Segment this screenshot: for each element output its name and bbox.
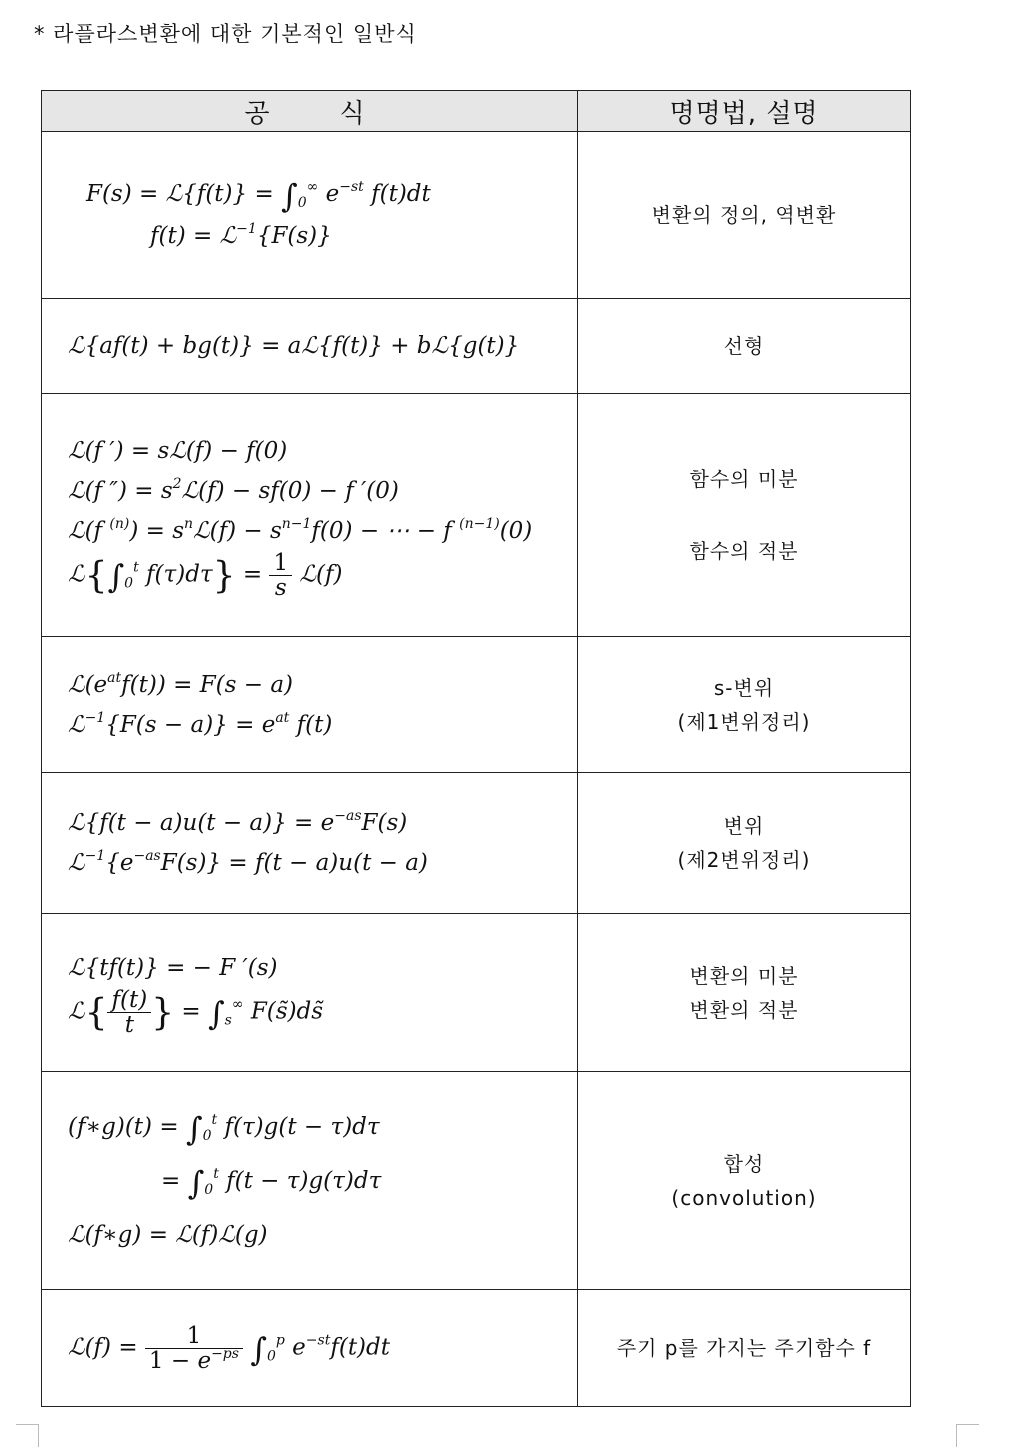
description-text: (convolution) bbox=[671, 1185, 817, 1210]
formula-line: ℒ{f(t − $a)u(t - a)\} = e^{-as}F(s)$ bbox=[68, 808, 408, 836]
formula-line: F(s) = ℒ{f(t)} = $\int_0^\infty$ $e^{-st}$ f(t)dt bbox=[86, 177, 431, 215]
description-cell bbox=[578, 637, 911, 773]
table-row bbox=[42, 1072, 911, 1290]
formula-line: ℒ{af(t) + bg(t)} = aℒ{f(t)} + bℒ{g(t)} bbox=[68, 333, 520, 359]
formula-line: (f∗g)(t) = $\int_0^t$ f(τ)g(t − τ)dτ bbox=[68, 1109, 380, 1148]
formula-cell bbox=[42, 132, 578, 299]
formula-line: $ℒ(e^{at}f(t)) = F(s - a)$ bbox=[68, 669, 294, 698]
description-cell bbox=[578, 299, 911, 394]
description-text: 함수의 미분 bbox=[689, 467, 799, 491]
description-cell bbox=[578, 1290, 911, 1407]
formula-line: ℒ$^{-1}${F(s − $a)\} = e^{at}$ f(t) bbox=[68, 709, 333, 738]
formula-line: = $\int_0^t$ f(t − τ)g(τ)dτ bbox=[161, 1163, 382, 1202]
page-corner-mark bbox=[16, 1424, 39, 1447]
formula-line: $ℒ\{\int_0^t$ f(τ)dτ} = $\frac{1}{s}$ ℒ(f) bbox=[68, 549, 343, 601]
description-text: 주기 p를 가지는 주기함수 f bbox=[616, 1336, 872, 1360]
formula-cell bbox=[42, 773, 578, 914]
table-row bbox=[42, 914, 911, 1072]
description-text: 변환의 미분 bbox=[689, 963, 799, 988]
description-cell bbox=[578, 1072, 911, 1290]
formula-line: ℒ(f ′) = sℒ(f) − f(0) bbox=[68, 437, 288, 464]
formula-cell bbox=[42, 299, 578, 394]
formula-cell bbox=[42, 914, 578, 1072]
formula-line: ℒ(f) = $\frac{1}{1 - e^{-ps}}$ $\int_0^p$ $e^{-st}f(t)dt$ bbox=[68, 1322, 390, 1374]
formula-cell bbox=[42, 1072, 578, 1290]
description-text: 선형 bbox=[723, 334, 765, 358]
formula-cell bbox=[42, 394, 578, 637]
formula-line: ℒ{ $\frac{f(t)}{t}$ } = $\int_s^\infty$ F(s̃)ds̃ bbox=[68, 987, 324, 1038]
table-row bbox=[42, 637, 911, 773]
formula-line: ℒ{tf(t)} = − F ′(s) bbox=[68, 955, 278, 981]
laplace-formula-table bbox=[41, 90, 911, 1407]
description-cell bbox=[578, 132, 911, 299]
formula-line: $ℒ^{-1}\{e^{-as}F(s)\} = f(t - a)u(t - a)$ bbox=[68, 848, 428, 876]
formula-line: ℒ(f∗g) = ℒ(f)ℒ(g) bbox=[68, 1221, 268, 1248]
description-text: 변위 bbox=[723, 814, 765, 838]
description-text: (제2변위정리) bbox=[677, 848, 811, 872]
description-text: s-변위 bbox=[713, 675, 775, 700]
table-row bbox=[42, 132, 911, 299]
table-row bbox=[42, 1290, 911, 1407]
description-text: (제1변위정리) bbox=[677, 709, 811, 734]
description-cell bbox=[578, 773, 911, 914]
formula-line: f(t) = ℒ$^{-1}${F(s)} bbox=[150, 221, 332, 249]
formula-cell bbox=[42, 1290, 578, 1407]
formula-cell bbox=[42, 637, 578, 773]
description-text: 변환의 정의, 역변환 bbox=[651, 203, 837, 227]
formula-line: ℒ(f ″) = $s^2ℒ(f) - sf(0) - f$ ′(0) bbox=[68, 475, 399, 504]
description-text: 변환의 적분 bbox=[689, 997, 799, 1022]
document-heading: * 라플라스변환에 대한 기본적인 일반식 bbox=[34, 22, 417, 46]
description-cell bbox=[578, 394, 911, 637]
page-corner-mark bbox=[956, 1424, 979, 1447]
description-text: 함수의 적분 bbox=[689, 539, 799, 563]
formula-line: ℒ(f $^{(n)}) = s^nℒ(f) - s^{n-1}f(0)$ − ⋯ − f $^{(n-1)}$(0) bbox=[68, 515, 533, 544]
header-formula: 공식 bbox=[42, 91, 578, 132]
table-row bbox=[42, 394, 911, 637]
table-row bbox=[42, 299, 911, 394]
description-cell bbox=[578, 914, 911, 1072]
table-header-row bbox=[42, 91, 911, 132]
header-description: 명명법, 설명 bbox=[578, 91, 911, 132]
table-row bbox=[42, 773, 911, 914]
description-text: 합성 bbox=[723, 1151, 765, 1176]
